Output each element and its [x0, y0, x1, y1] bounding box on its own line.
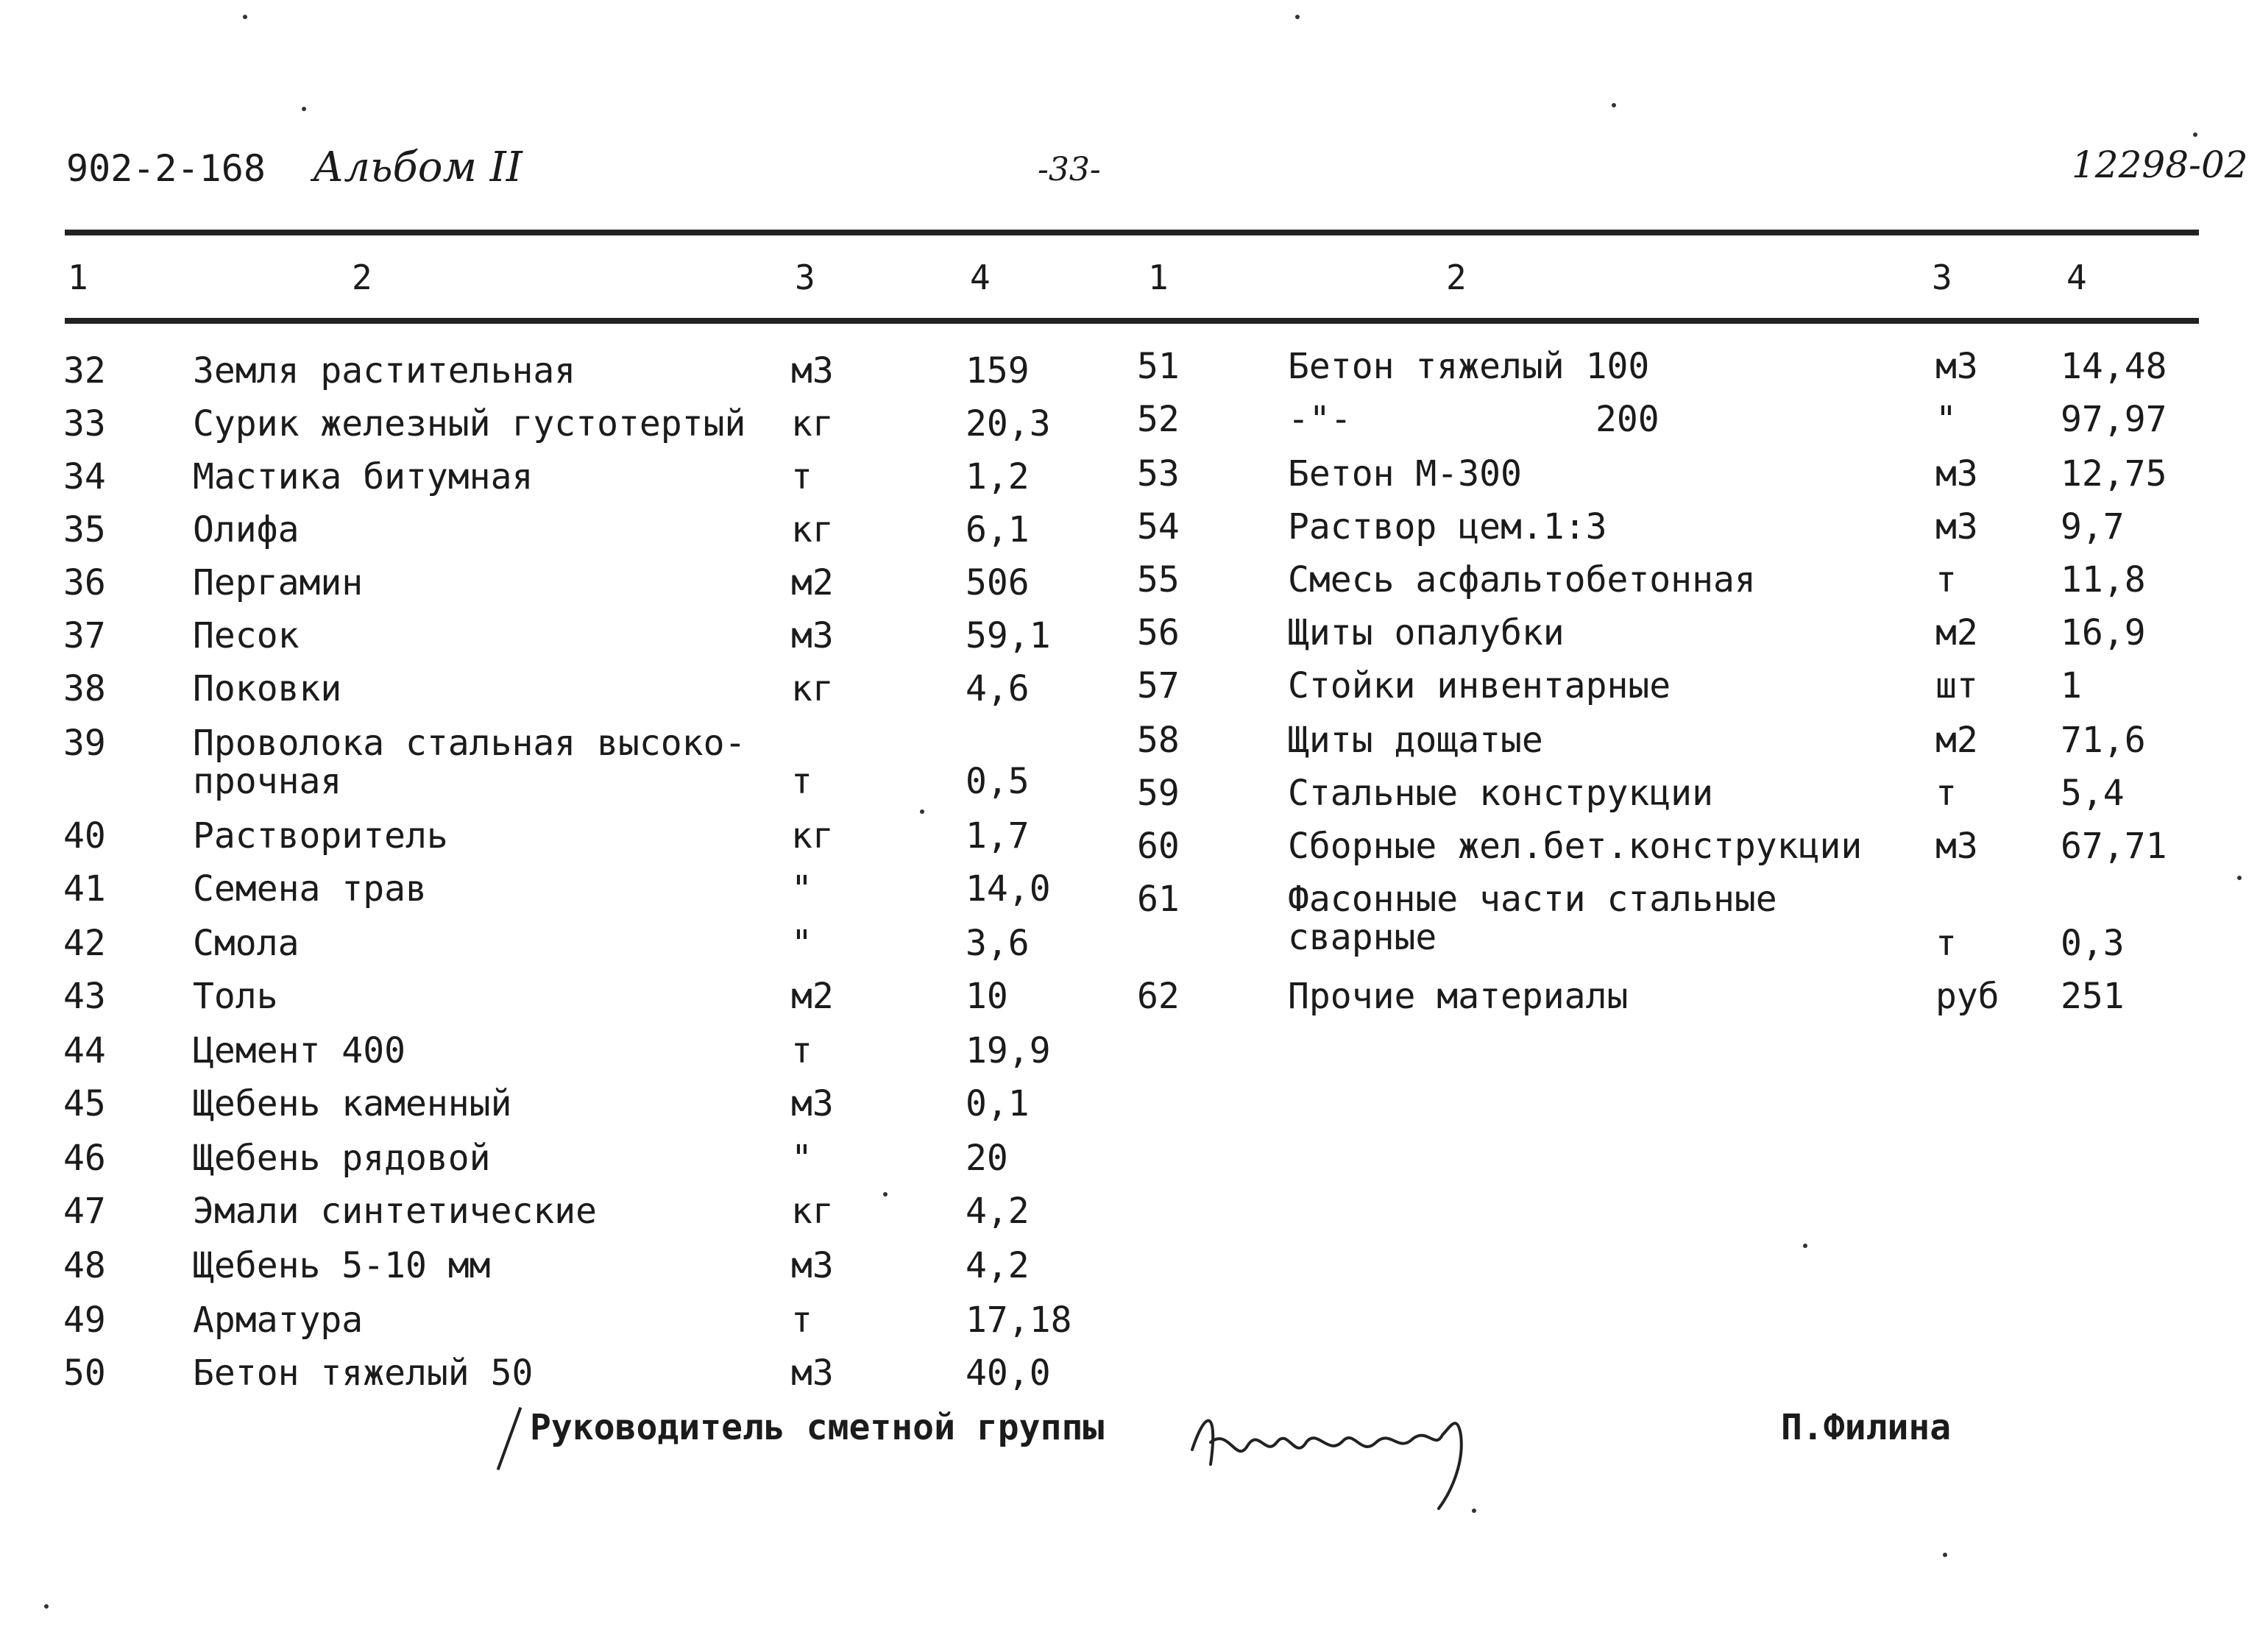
scan-speck [883, 1192, 888, 1197]
col-header-qty: 4 [2066, 258, 2087, 297]
unit: м2 [1935, 612, 1978, 653]
material-name: Цемент 400 [193, 1030, 405, 1071]
scan-speck [1295, 15, 1300, 19]
unit: шт [1935, 665, 1978, 706]
quantity: 97,97 [2061, 399, 2167, 440]
quantity: 4,2 [966, 1191, 1030, 1232]
row-number: 44 [63, 1030, 106, 1071]
material-name: Бетон М-300 [1288, 453, 1522, 494]
unit: т [1935, 773, 1957, 814]
unit: м3 [791, 615, 834, 656]
material-name: Земля растительная [193, 350, 576, 391]
material-name: Щиты опалубки [1288, 612, 1565, 653]
unit: т [1935, 559, 1957, 600]
row-number: 35 [63, 509, 106, 550]
material-name: Сурик железный густотертый [193, 403, 746, 444]
quantity: 67,71 [2061, 826, 2167, 867]
row-number: 36 [63, 562, 106, 603]
material-name: -"- [1288, 399, 1352, 440]
unit: т [791, 456, 812, 497]
col-header-name: 2 [352, 258, 372, 297]
unit: м3 [791, 350, 834, 391]
unit: м3 [791, 1083, 834, 1124]
doc-code: 902-2-168 [66, 147, 266, 190]
unit: м3 [1935, 506, 1978, 547]
row-number: 33 [63, 403, 106, 444]
row-number: 59 [1137, 773, 1180, 814]
material-name: Арматура [193, 1300, 364, 1341]
row-number: 40 [63, 815, 106, 857]
material-name: Стальные конструкции [1288, 773, 1713, 814]
scan-speck [2237, 876, 2242, 880]
row-number: 52 [1137, 399, 1180, 440]
col-header-name: 2 [1446, 258, 1467, 297]
material-name: Смесь асфальтобетонная [1288, 559, 1756, 600]
unit: кг [791, 509, 834, 550]
header-rule [65, 318, 2199, 324]
unit: м3 [1935, 453, 1978, 494]
quantity: 14,48 [2061, 346, 2167, 387]
top-rule [65, 230, 2199, 235]
row-number: 41 [63, 868, 106, 910]
unit: " [791, 923, 812, 964]
material-name: Прочие материалы [1288, 976, 1629, 1017]
material-name: Толь [193, 976, 278, 1017]
material-name: Поковки [193, 668, 342, 709]
quantity: 1 [2061, 665, 2082, 706]
material-name: Пергамин [193, 562, 364, 603]
row-number: 38 [63, 668, 106, 709]
quantity: 11,8 [2061, 559, 2146, 600]
quantity: 6,1 [966, 509, 1030, 550]
material-name: Стойки инвентарные [1288, 665, 1671, 706]
material-name: Щиты дощатые [1288, 720, 1543, 761]
quantity: 9,7 [2061, 506, 2125, 547]
material-name: Бетон тяжелый 50 [193, 1353, 534, 1394]
material-name: Растворитель [193, 815, 448, 857]
col-header-num: 1 [1148, 258, 1169, 297]
material-name: Щебень рядовой [193, 1138, 491, 1179]
material-name: Эмали синтетические [193, 1191, 598, 1232]
unit: м2 [791, 976, 834, 1017]
slash-mark [497, 1407, 523, 1470]
quantity: 4,6 [966, 668, 1030, 709]
material-name: Песок [193, 615, 300, 656]
material-name: Бетон тяжелый 100 [1288, 346, 1650, 387]
unit: м3 [1935, 826, 1978, 867]
unit: м3 [791, 1353, 834, 1394]
scan-speck [1612, 103, 1616, 107]
scan-speck [920, 809, 924, 814]
quantity: 1,2 [966, 456, 1030, 497]
signatory-name: П.Филина [1781, 1407, 1952, 1448]
handwritten-signature [1177, 1383, 1501, 1516]
quantity: 16,9 [2061, 612, 2146, 653]
material-name: Проволока стальная высоко-прочная [193, 723, 746, 802]
row-number: 57 [1137, 665, 1180, 706]
scan-speck [1943, 1553, 1947, 1557]
row-number: 42 [63, 923, 106, 964]
col-header-unit: 3 [795, 258, 815, 297]
material-name-extra: 200 [1595, 399, 1659, 440]
document-number: 12298-02 [2072, 143, 2248, 186]
unit: кг [791, 815, 834, 857]
col-header-qty: 4 [970, 258, 991, 297]
row-number: 46 [63, 1138, 106, 1179]
quantity: 251 [2061, 976, 2125, 1017]
row-number: 49 [63, 1300, 106, 1341]
row-number: 39 [63, 723, 106, 764]
row-number: 51 [1137, 346, 1180, 387]
unit: кг [791, 668, 834, 709]
row-number: 55 [1137, 559, 1180, 600]
scan-speck [1803, 1244, 1807, 1248]
quantity: 0,3 [2061, 923, 2125, 964]
quantity: 17,18 [966, 1300, 1072, 1341]
unit: кг [791, 1191, 834, 1232]
row-number: 43 [63, 976, 106, 1017]
scan-speck [302, 107, 306, 111]
col-header-num: 1 [68, 258, 88, 297]
col-header-unit: 3 [1932, 258, 1952, 297]
material-name: Смола [193, 923, 300, 964]
row-number: 60 [1137, 826, 1180, 867]
quantity: 59,1 [966, 615, 1051, 656]
quantity: 19,9 [966, 1030, 1051, 1071]
quantity: 506 [966, 562, 1030, 603]
unit: кг [791, 403, 834, 444]
row-number: 62 [1137, 976, 1180, 1017]
unit: т [791, 1300, 812, 1341]
quantity: 20,3 [966, 403, 1051, 444]
material-name: Фасонные части стальные сварные [1288, 879, 1777, 958]
quantity: 4,2 [966, 1245, 1030, 1286]
row-number: 45 [63, 1083, 106, 1124]
unit: " [791, 1138, 812, 1179]
material-name: Щебень каменный [193, 1083, 512, 1124]
signature-role: Руководитель сметной группы [530, 1407, 1105, 1448]
row-number: 54 [1137, 506, 1180, 547]
quantity: 1,7 [966, 815, 1030, 857]
material-name: Мастика битумная [193, 456, 534, 497]
unit: " [1935, 399, 1957, 440]
scan-speck [1472, 1509, 1476, 1513]
quantity: 0,1 [966, 1083, 1030, 1124]
scan-speck [44, 1604, 49, 1609]
unit: м3 [1935, 346, 1978, 387]
row-number: 50 [63, 1353, 106, 1394]
material-name: Олифа [193, 509, 300, 550]
row-number: 37 [63, 615, 106, 656]
row-number: 61 [1137, 879, 1180, 920]
row-number: 48 [63, 1245, 106, 1286]
unit: " [791, 868, 812, 910]
quantity: 40,0 [966, 1353, 1051, 1394]
unit: т [1935, 923, 1957, 964]
material-name: Раствор цем.1:3 [1288, 506, 1607, 547]
material-name: Щебень 5-10 мм [193, 1245, 491, 1286]
quantity: 71,6 [2061, 720, 2146, 761]
row-number: 47 [63, 1191, 106, 1232]
row-number: 34 [63, 456, 106, 497]
unit: м2 [791, 562, 834, 603]
page-number: -33- [1038, 151, 1101, 188]
scan-speck [2193, 132, 2197, 137]
quantity: 12,75 [2061, 453, 2167, 494]
scan-speck [243, 15, 247, 19]
unit: руб [1935, 976, 1999, 1017]
row-number: 56 [1137, 612, 1180, 653]
row-number: 58 [1137, 720, 1180, 761]
row-number: 53 [1137, 453, 1180, 494]
material-name: Сборные жел.бет.конструкции [1288, 826, 1863, 867]
quantity: 3,6 [966, 923, 1030, 964]
quantity: 159 [966, 350, 1030, 391]
unit: т [791, 761, 812, 802]
quantity: 10 [966, 976, 1008, 1017]
row-number: 32 [63, 350, 106, 391]
unit: м3 [791, 1245, 834, 1286]
quantity: 0,5 [966, 761, 1030, 802]
quantity: 20 [966, 1138, 1008, 1179]
unit: т [791, 1030, 812, 1071]
unit: м2 [1935, 720, 1978, 761]
album-label: Альбом II [313, 143, 523, 191]
quantity: 5,4 [2061, 773, 2125, 814]
material-name: Семена трав [193, 868, 427, 910]
quantity: 14,0 [966, 868, 1051, 910]
